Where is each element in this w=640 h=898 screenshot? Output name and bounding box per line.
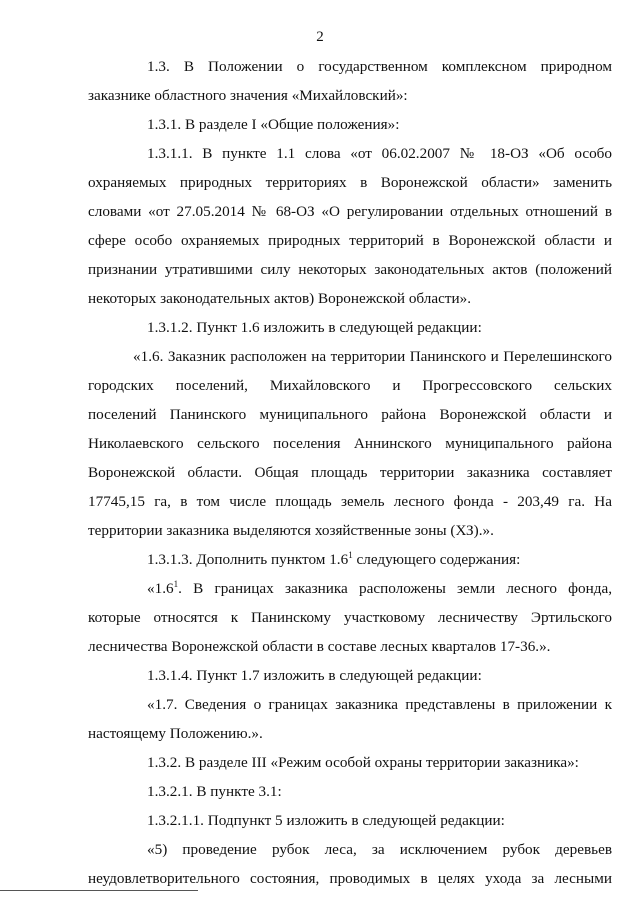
paragraph-line: словами «от 27.05.2014 № 68-ОЗ «О регулировании отдельных отношений в — [88, 203, 612, 220]
superscript: 1 — [348, 549, 353, 560]
paragraph-line: некоторых законодательных актов) Воронежской области». — [88, 290, 471, 307]
paragraph-line: 1.3.2.1.1. Подпункт 5 изложить в следующей редакции: — [147, 812, 505, 829]
paragraph-line: 1.3. В Положении о государственном комплексном природном — [147, 58, 612, 75]
paragraph-line: Николаевского сельского поселения Аннинского муниципального района — [88, 435, 612, 452]
paragraph-line: заказнике областного значения «Михайловский»: — [88, 87, 408, 104]
paragraph-line: лесничества Воронежской области в составе лесных кварталов 17-36.». — [88, 638, 551, 655]
text-run: «1.6 — [147, 580, 174, 597]
paragraph-line: Воронежской области. Общая площадь территории заказника составляет — [88, 464, 612, 481]
paragraph-line: территории заказника выделяются хозяйственные зоны (ХЗ).». — [88, 522, 494, 539]
superscript: 1 — [173, 578, 179, 589]
paragraph-line: которые относятся к Панинскому участковому лесничеству Эртильского — [88, 609, 612, 626]
paragraph-line: городских поселений, Михайловского и Прогрессовского сельских — [88, 377, 612, 394]
paragraph-line: 1.3.1.1. В пункте 1.1 слова «от 06.02.2007 № 18-ОЗ «Об особо — [147, 145, 612, 162]
text-run: 1.3.1.3. Дополнить пунктом 1.6 — [147, 551, 349, 568]
paragraph-line: 1.3.1.4. Пункт 1.7 изложить в следующей редакции: — [147, 667, 482, 684]
paragraph-line: 17745,15 га, в том числе площадь земель лесного фонда - 203,49 га. На — [88, 493, 612, 510]
paragraph-line: «1.7. Сведения о границах заказника представлены в приложении к — [147, 696, 612, 713]
paragraph-line: 1.3.2.1. В пункте 3.1: — [147, 783, 282, 800]
paragraph-line: признании утратившими силу некоторых законодательных актов (положений — [88, 261, 612, 278]
paragraph-line: настоящему Положению.». — [88, 725, 263, 742]
paragraph-line: поселений Панинского муниципального района Воронежской области и — [88, 406, 612, 423]
text-run: следующего содержания: — [352, 551, 521, 568]
paragraph-line: «5) проведение рубок леса, за исключением рубок деревьев — [147, 841, 612, 858]
paragraph-line: 1.3.2. В разделе III «Режим особой охраны территории заказника»: — [147, 754, 579, 771]
paragraph-line: 1.3.1.2. Пункт 1.6 изложить в следующей редакции: — [147, 319, 482, 336]
paragraph-line — [147, 579, 612, 599]
paragraph-line: охраняемых природных территориях в Воронежской области» заменить — [88, 174, 612, 191]
paragraph-line — [147, 550, 520, 570]
page-number: 2 — [316, 29, 324, 45]
paragraph-line: 1.3.1. В разделе I «Общие положения»: — [147, 116, 400, 133]
paragraph-line: неудовлетворительного состояния, проводимых в целях ухода за лесными — [88, 870, 612, 887]
paragraph-line: сфере особо охраняемых природных территорий в Воронежской области и — [88, 232, 612, 249]
paragraph-line: «1.6. Заказник расположен на территории Панинского и Перелешинского — [133, 348, 612, 365]
footer-rule — [0, 890, 198, 891]
text-run: . В границах заказника расположены земли лесного фонда, — [178, 580, 612, 597]
